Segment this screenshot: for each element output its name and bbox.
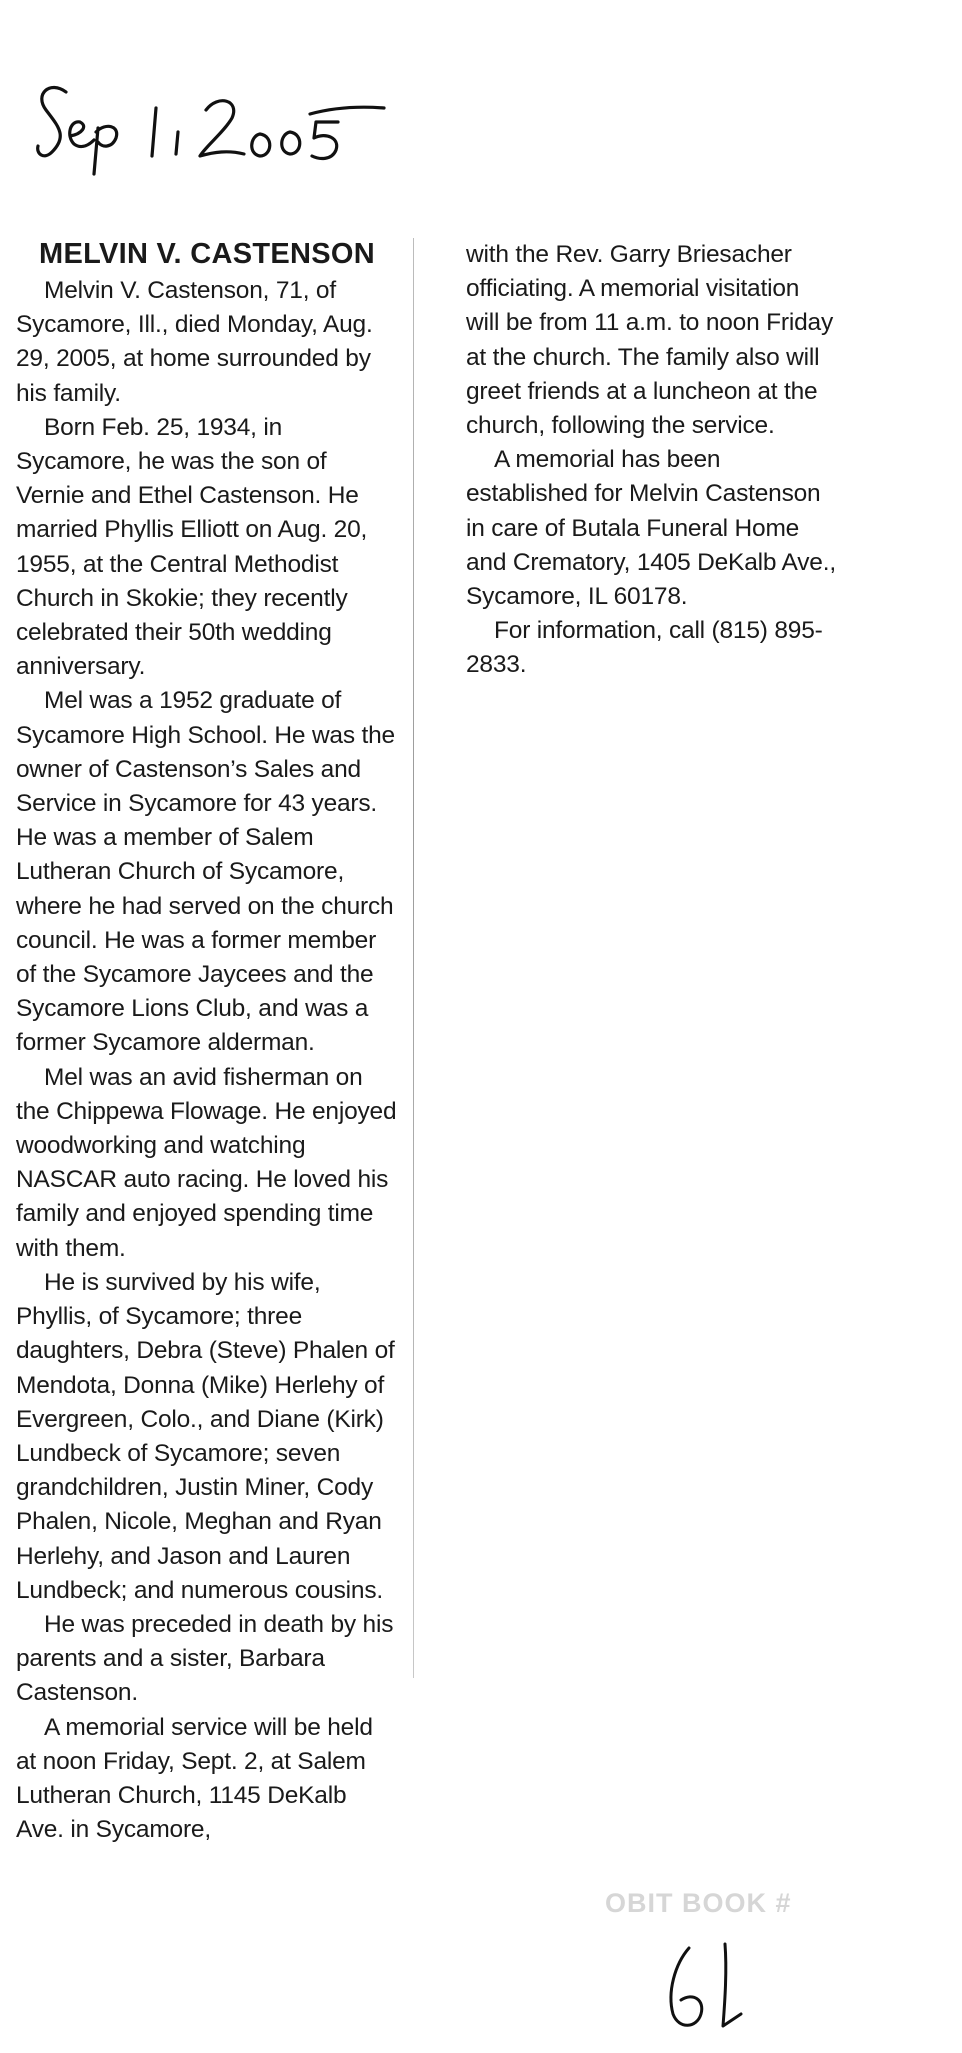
- column-divider: [413, 238, 414, 1678]
- paragraph: with the Rev. Garry Briesacher officiating. A memorial visitation will be from 11 a.m. to noon Friday at the church. The family also will greet friends at a luncheon at the church, following the service.: [466, 241, 834, 440]
- right-column: [466, 238, 838, 683]
- obit-book-stamp: OBIT BOOK #: [605, 1888, 792, 1918]
- paragraph: A memorial service will be held at noon Friday, Sept. 2, at Salem Lutheran Church, 1145 DeKalb Ave. in Sycamore,: [16, 1713, 373, 1844]
- paragraph: He is survived by his wife, Phyllis, of Sycamore; three daughters, Debra (Steve) Phalen of Mendota, Donna (Mike) Herlehy of Evergreen, Colo., and Diane (Kirk) Lundbeck of Sycamore; seven grandchildren, Justin Miner, Cody Phalen, Nicole, Meghan and Ryan Herlehy, and Jason and Lauren Lundbeck; and numerous cousins.: [16, 1268, 395, 1604]
- paragraph: Melvin V. Castenson, 71, of Sycamore, Ill., died Monday, Aug. 29, 2005, at home surrounded by his family.: [16, 277, 373, 407]
- paragraph: Mel was an avid fisherman on the Chippewa Flowage. He enjoyed woodworking and watching NASCAR auto racing. He loved his family and enjoyed spending time with them.: [16, 1063, 397, 1262]
- paragraph: He was preceded in death by his parents and a sister, Barbara Castenson.: [16, 1610, 394, 1707]
- obituary-clipping: [16, 238, 846, 1918]
- paragraph: Mel was a 1952 graduate of Sycamore High School. He was the owner of Castenson’s Sales and Service in Sycamore for 43 years. He was a member of Salem Lutheran Church of Sycamore, where he had served on the church council. He was a former member of the Sycamore Jaycees and the Sycamore Lions Club, and was a former Sycamore alderman.: [16, 687, 395, 1057]
- handwritten-mark: [655, 1930, 765, 2040]
- left-column: [16, 238, 398, 1847]
- handwritten-mark-drawing: [655, 1930, 765, 2040]
- handwritten-date: [28, 70, 408, 180]
- paragraph: For information, call (815) 895-2833.: [466, 617, 823, 679]
- handwritten-date-drawing: [28, 70, 408, 180]
- obituary-headline: MELVIN V. CASTENSON: [38, 238, 376, 270]
- paragraph: A memorial has been established for Melvin Castenson in care of Butala Funeral Home and Crematory, 1405 DeKalb Ave., Sycamore, IL 60178.: [466, 446, 836, 611]
- paragraph: Born Feb. 25, 1934, in Sycamore, he was the son of Vernie and Ethel Castenson. He married Phyllis Elliott on Aug. 20, 1955, at the Central Methodist Church in Skokie; they recently celebrated their 50th wedding anniversary.: [16, 413, 368, 681]
